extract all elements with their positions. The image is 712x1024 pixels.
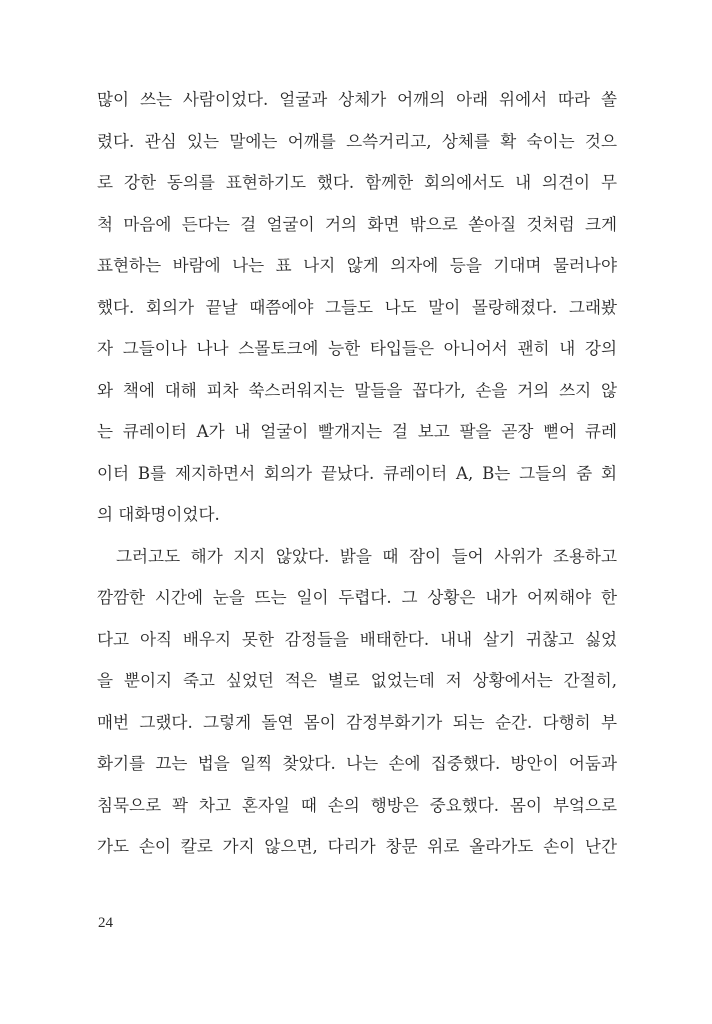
text-line: 많이 쓰는 사람이었다. 얼굴과 상체가 어깨의 아래 위에서 따라 쏠 bbox=[97, 90, 617, 109]
paragraph-end-line: 의 대화명이었다. bbox=[97, 505, 220, 524]
text-line: 매번 그랬다. 그렇게 돌연 몸이 감정부화기가 되는 순간. 다행히 부 bbox=[97, 712, 617, 732]
text-line: 는 큐레이터 A가 내 얼굴이 빨개지는 걸 보고 팔을 곧장 뻗어 큐레 bbox=[97, 422, 617, 441]
text-line: 와 책에 대해 피차 쑥스러워지는 말들을 꼽다가, 손을 거의 쓰지 않 bbox=[97, 380, 617, 400]
body-text bbox=[97, 86, 617, 875]
text-line: 가도 손이 칼로 가지 않으면, 다리가 창문 위로 올라가도 손이 난간 bbox=[97, 837, 617, 856]
text-line: 척 마음에 든다는 걸 얼굴이 거의 화면 밖으로 쏟아질 것처럼 크게 bbox=[97, 214, 617, 234]
text-line: 이터 B를 제지하면서 회의가 끝났다. 큐레이터 A, B는 그들의 줌 회 bbox=[97, 463, 617, 483]
text-line: 표현하는 바람에 나는 표 나지 않게 의자에 등을 기대며 물러나야 bbox=[97, 256, 617, 275]
text-line: 화기를 끄는 법을 일찍 찾았다. 나는 손에 집중했다. 방안이 어둠과 bbox=[97, 754, 617, 773]
paragraph-start-line: 그러고도 해가 지지 않았다. 밝을 때 잠이 들어 사위가 조용하고 bbox=[116, 546, 617, 566]
text-line: 로 강한 동의를 표현하기도 했다. 함께한 회의에서도 내 의견이 무 bbox=[97, 173, 617, 192]
text-line: 다고 아직 배우지 못한 감정들을 배태한다. 내내 살기 귀찮고 싫었 bbox=[97, 629, 617, 649]
page-number: 24 bbox=[98, 915, 113, 931]
text-line: 했다. 회의가 끝날 때쯤에야 그들도 나도 말이 몰랑해졌다. 그래봤 bbox=[97, 297, 617, 317]
text-line: 자 그들이나 나나 스몰토크에 능한 타입들은 아니어서 괜히 내 강의 bbox=[97, 339, 617, 358]
text-line: 을 뿐이지 죽고 싶었던 적은 별로 없었는데 저 상황에서는 간절히, bbox=[97, 671, 617, 690]
text-line: 깜깜한 시간에 눈을 뜨는 일이 두렵다. 그 상황은 내가 어찌해야 한 bbox=[97, 588, 617, 607]
text-line: 침묵으로 꽉 차고 혼자일 때 손의 행방은 중요했다. 몸이 부엌으로 bbox=[97, 795, 617, 815]
text-line: 렸다. 관심 있는 말에는 어깨를 으쓱거리고, 상체를 확 숙이는 것으 bbox=[97, 131, 617, 151]
